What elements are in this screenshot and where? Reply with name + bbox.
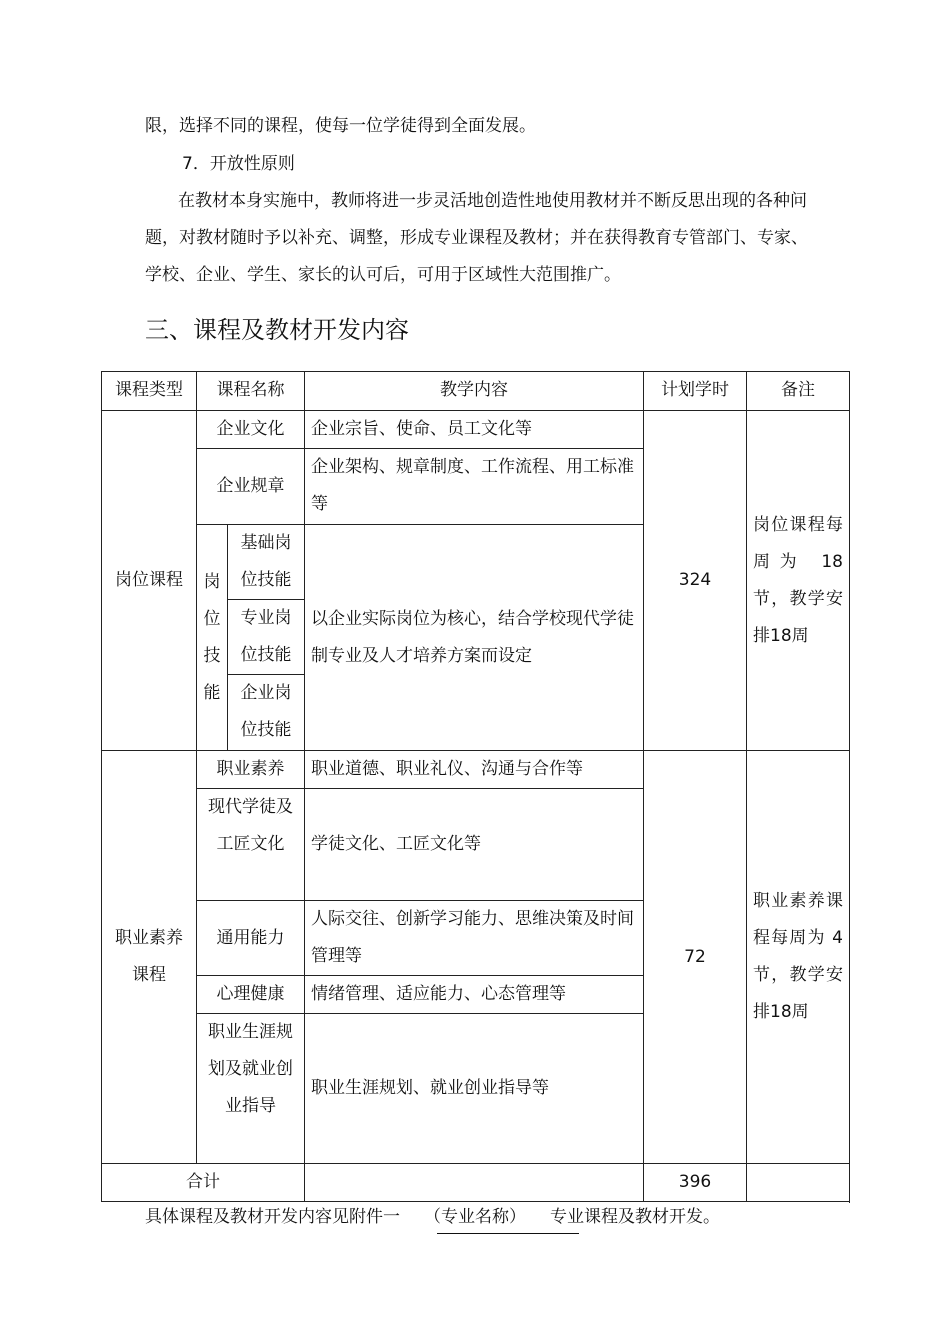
course-content: 企业宗旨、使命、员工文化等 bbox=[305, 411, 644, 449]
skill-content: 以企业实际岗位为核心，结合学校现代学徒制专业及人才培养方案而设定 bbox=[305, 525, 644, 751]
course-content: 学徒文化、工匠文化等 bbox=[305, 789, 644, 901]
course-content: 职业道德、职业礼仪、沟通与合作等 bbox=[305, 751, 644, 789]
group1-notes-text: 岗位课程每周为 18 节，教学安排18周 bbox=[753, 514, 843, 646]
skill-course-name: 专业岗位技能 bbox=[228, 600, 305, 675]
table-row bbox=[102, 751, 850, 789]
table-header-row bbox=[102, 372, 850, 411]
paragraph-continuation: 限，选择不同的课程，使每一位学徒得到全面发展。 bbox=[145, 116, 536, 136]
paragraph-openness-body: 在教材本身实施中，教师将进一步灵活地创造性地使用教材并不断反思出现的各种问题，对教材随时予以补充、调整，形成专业课程及教材；并在获得教育专管部门、专家、学校、企业、学生、家长的认可后，可用于区域性大范围推广。 bbox=[145, 191, 808, 285]
course-name: 职业素养 bbox=[197, 751, 305, 789]
group2-notes-text: 职业素养课程每周为 4 节，教学安排18周 bbox=[753, 891, 843, 1022]
course-name: 职业生涯规划及就业创业指导 bbox=[197, 1014, 305, 1164]
course-table bbox=[101, 371, 850, 1202]
course-name: 通用能力 bbox=[197, 901, 305, 976]
header-course-name: 课程名称 bbox=[197, 372, 305, 411]
skill-group-label: 岗位技能 bbox=[197, 525, 228, 751]
course-content: 职业生涯规划、就业创业指导等 bbox=[305, 1014, 644, 1164]
group2-hours: 72 bbox=[644, 751, 747, 1164]
course-name: 心理健康 bbox=[197, 976, 305, 1014]
header-notes: 备注 bbox=[747, 372, 850, 411]
header-teaching-content: 教学内容 bbox=[305, 372, 644, 411]
course-name: 企业规章 bbox=[197, 449, 305, 525]
group1-hours: 324 bbox=[644, 411, 747, 751]
course-content: 情绪管理、适应能力、心态管理等 bbox=[305, 976, 644, 1014]
subheading-openness-principle: 7．开放性原则 bbox=[182, 154, 295, 174]
skill-course-name: 企业岗位技能 bbox=[228, 675, 305, 751]
group1-notes bbox=[747, 411, 850, 751]
table-right-edge bbox=[849, 371, 850, 1203]
total-content-empty bbox=[305, 1164, 644, 1202]
table-row bbox=[102, 411, 850, 449]
course-content: 人际交往、创新学习能力、思维决策及时间管理等 bbox=[305, 901, 644, 976]
skill-course-name: 基础岗位技能 bbox=[228, 525, 305, 600]
course-name: 现代学徒及工匠文化 bbox=[197, 789, 305, 901]
course-name: 企业文化 bbox=[197, 411, 305, 449]
footer-paragraph bbox=[145, 1199, 720, 1236]
footer-prefix: 具体课程及教材开发内容见附件一 bbox=[145, 1207, 400, 1227]
total-label: 合计 bbox=[102, 1164, 305, 1202]
section-title: 三、课程及教材开发内容 bbox=[145, 316, 409, 344]
group2-type: 职业素养课程 bbox=[102, 751, 197, 1164]
table-total-row bbox=[102, 1164, 850, 1202]
group1-type: 岗位课程 bbox=[102, 411, 197, 751]
header-planned-hours: 计划学时 bbox=[644, 372, 747, 411]
footer-suffix: 专业课程及教材开发。 bbox=[550, 1207, 720, 1227]
total-hours: 396 bbox=[644, 1164, 747, 1202]
blank-underline bbox=[437, 1233, 579, 1234]
total-notes-empty bbox=[747, 1164, 850, 1202]
course-content: 企业架构、规章制度、工作流程、用工标准等 bbox=[305, 449, 644, 525]
footer-blank: （专业名称） bbox=[424, 1207, 526, 1227]
header-course-type: 课程类型 bbox=[102, 372, 197, 411]
group2-notes bbox=[747, 751, 850, 1164]
